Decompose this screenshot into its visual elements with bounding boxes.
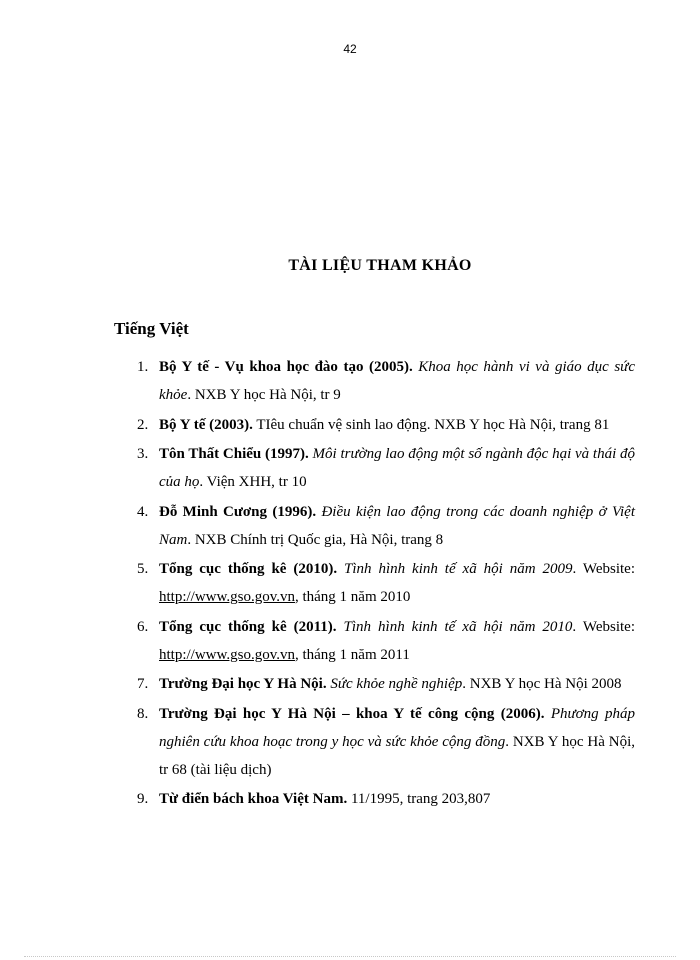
reference-date: , tháng 1 năm 2010 [294,589,411,605]
page-number: 42 [343,42,357,56]
reference-work-title: Khoa học hành vi và giáo dục sức khỏe [159,359,636,403]
reference-work-title: Tình hình kinh tế xã hội năm 2009 [344,561,573,577]
reference-number: 4. [137,503,149,520]
reference-details: . NXB Y học Hà Nội, tr 9 [187,387,341,403]
reference-details: 11/1995, trang 203,807 [347,791,491,807]
reference-details: TIêu chuẩn vệ sinh lao động. NXB Y học Hà Nội, trang 81 [252,416,610,433]
reference-item [125,785,635,813]
reference-author: Trường Đại học Y Hà Nội. [159,676,327,692]
reference-work-title: Phương pháp nghiên cứu khoa hoạc trong y học và sức khỏe cộng đồng [159,705,636,750]
reference-item [125,353,635,409]
reference-date: , tháng 1 năm 2011 [294,646,410,663]
reference-author: Trường Đại học Y Hà Nội – khoa Y tế công cộng (2006). [159,705,545,722]
reference-details: . Viện XHH, tr 10 [199,474,307,490]
reference-item [125,411,635,439]
reference-number: 9. [137,791,149,807]
reference-work-title: Môi trường lao động một số ngành độc hại và thái độ của họ [159,446,635,490]
reference-author: Bộ Y tế (2003). [159,416,253,433]
reference-details: . Website: [572,618,635,635]
reference-item [125,613,635,669]
reference-number: 1. [137,359,149,375]
reference-number: 2. [137,416,149,433]
footer-divider [24,956,676,957]
reference-item [125,555,635,611]
reference-item [125,670,635,698]
reference-link[interactable]: http://www.gso.gov.vn [159,646,295,663]
reference-author: Tổng cục thống kê (2011). [159,618,337,635]
reference-link[interactable]: http://www.gso.gov.vn [159,589,295,605]
reference-work-title: Sức khỏe nghề nghiệp [330,676,463,692]
reference-details: . NXB Y học Hà Nội, tr 68 (tài liệu dịch) [159,733,635,778]
reference-item [125,440,635,496]
reference-item [125,700,635,784]
reference-details: . NXB Chính trị Quốc gia, Hà Nội, trang 8 [187,531,444,548]
reference-author: Bộ Y tế - Vụ khoa học đào tạo (2005). [159,359,413,375]
reference-list [125,353,635,815]
reference-work-title: Điều kiện lao động trong các doanh nghiệp ở Việt Nam [159,503,635,548]
page-title: TÀI LIỆU THAM KHẢO [288,257,472,274]
reference-number: 3. [137,446,149,462]
reference-work-title: Tình hình kinh tế xã hội năm 2010 [343,618,573,635]
reference-author: Tôn Thất Chiểu (1997). [159,446,309,462]
reference-number: 7. [137,676,149,692]
reference-number: 6. [137,618,149,635]
reference-number: 8. [137,705,149,722]
reference-item [125,498,635,554]
reference-number: 5. [137,561,149,577]
section-heading: Tiếng Việt [114,319,189,338]
reference-details: . NXB Y học Hà Nội 2008 [462,676,622,692]
reference-details: . Website: [572,561,635,577]
reference-author: Từ điển bách khoa Việt Nam. [159,791,348,807]
reference-author: Tổng cục thống kê (2010). [159,561,338,577]
reference-author: Đỗ Minh Cương (1996). [159,503,317,520]
